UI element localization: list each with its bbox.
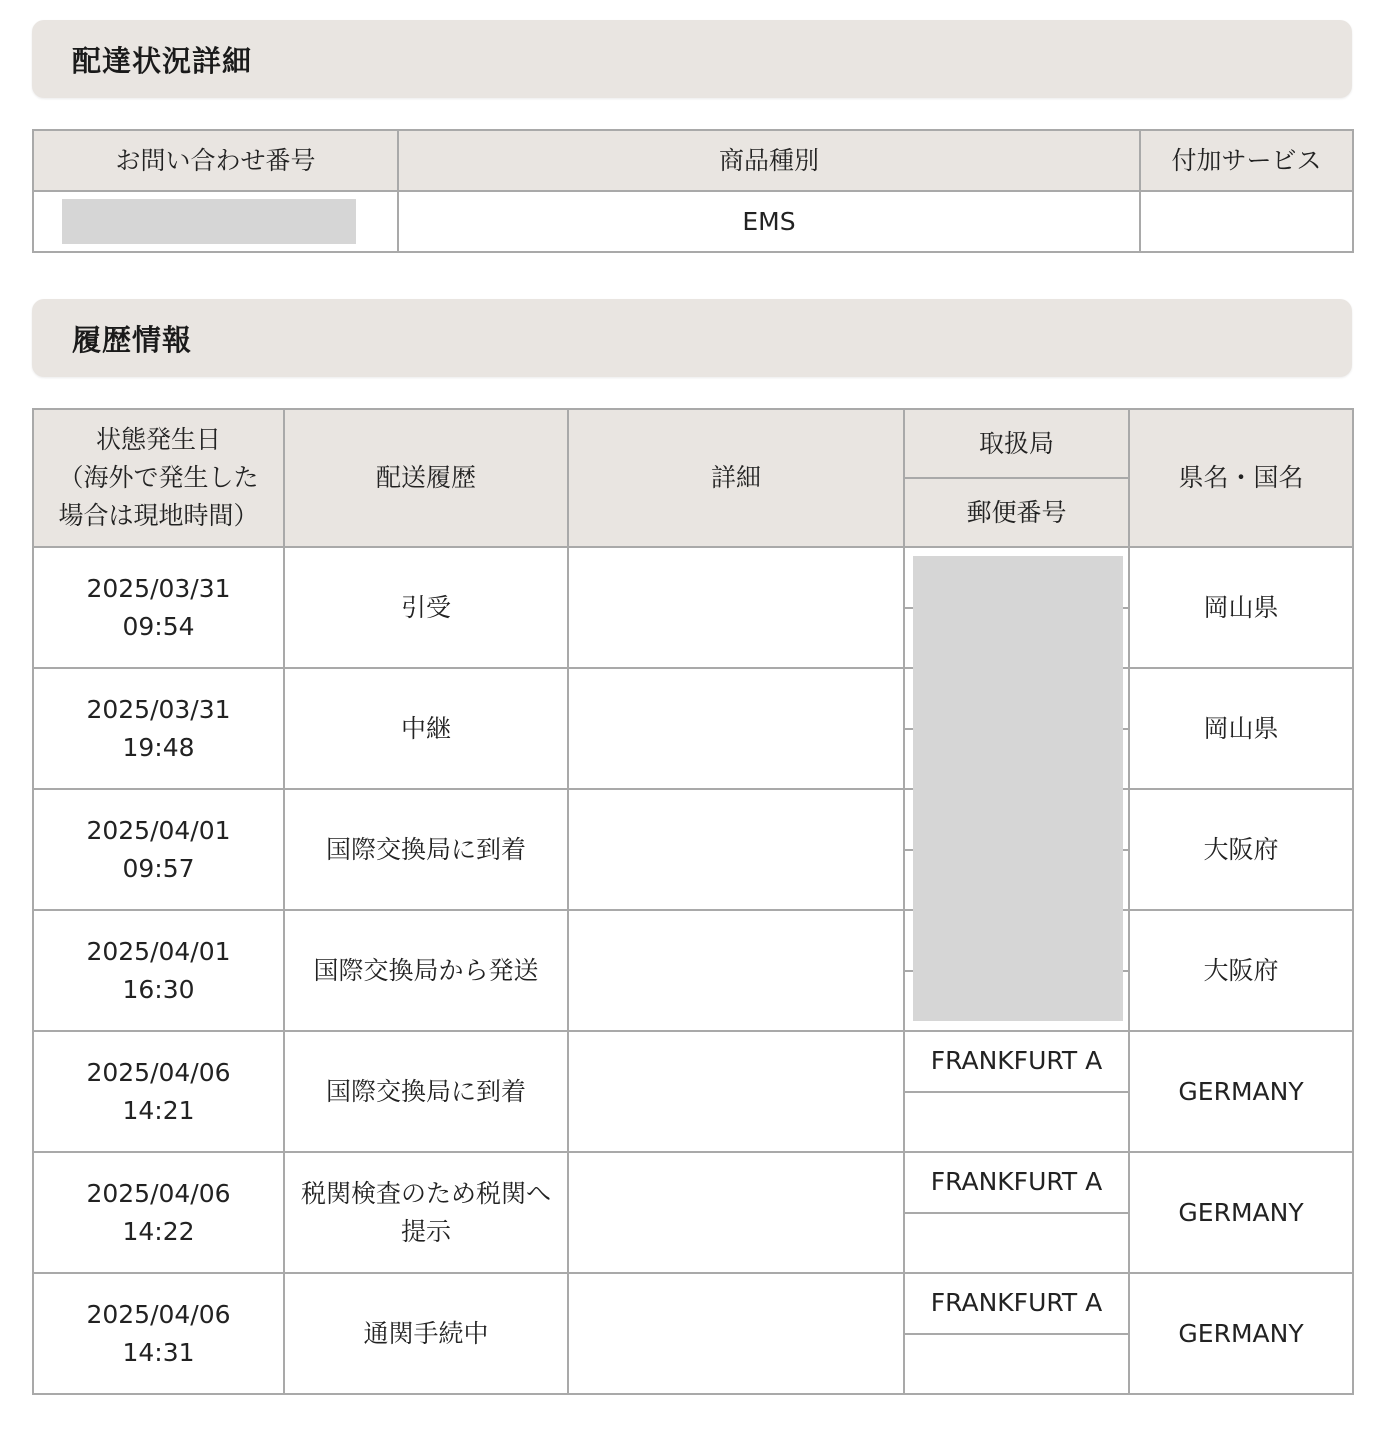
history-datetime — [33, 547, 284, 668]
date-header-line2: （海外で発生した — [58, 463, 259, 492]
history-postal — [904, 1092, 1129, 1153]
history-status: 引受 — [284, 547, 568, 668]
office-header: 取扱局 — [904, 409, 1129, 478]
product-type-cell: EMS — [398, 191, 1140, 252]
history-details — [568, 668, 904, 789]
history-row — [33, 789, 1353, 850]
history-date: 2025/04/06 — [86, 1178, 231, 1208]
history-date: 2025/04/06 — [86, 1057, 231, 1087]
history-row — [33, 1273, 1353, 1334]
delivery-status-header — [32, 20, 1352, 98]
delivery-history-header: 配送履歴 — [284, 409, 568, 547]
additional-service-cell — [1140, 191, 1353, 252]
history-row — [33, 1152, 1353, 1213]
tracking-number-cell — [33, 191, 398, 252]
postal-code-header: 郵便番号 — [904, 478, 1129, 547]
history-time: 14:31 — [122, 1337, 195, 1367]
history-office: FRANKFURT A — [904, 1031, 1129, 1092]
history-time: 19:48 — [122, 732, 195, 762]
history-row — [33, 668, 1353, 729]
history-date: 2025/03/31 — [86, 573, 231, 603]
history-status: 通関手続中 — [284, 1273, 568, 1394]
history-postal — [904, 1213, 1129, 1274]
history-status: 国際交換局に到着 — [284, 789, 568, 910]
product-type-header: 商品種別 — [398, 130, 1140, 191]
summary-header-row — [33, 130, 1353, 191]
history-office: FRANKFURT A — [904, 1273, 1129, 1334]
history-datetime — [33, 668, 284, 789]
summary-table — [32, 129, 1354, 253]
history-time: 09:54 — [122, 611, 195, 641]
history-region: 大阪府 — [1129, 910, 1353, 1031]
history-status: 中継 — [284, 668, 568, 789]
history-time: 16:30 — [122, 974, 195, 1004]
history-datetime — [33, 1152, 284, 1273]
date-header-line1: 状態発生日 — [95, 425, 221, 454]
history-details — [568, 1273, 904, 1394]
delivery-status-title: 配達状況詳細 — [72, 43, 253, 78]
history-details — [568, 547, 904, 668]
history-region: 岡山県 — [1129, 668, 1353, 789]
history-time: 09:57 — [122, 853, 195, 883]
history-datetime — [33, 1273, 284, 1394]
history-time: 14:21 — [122, 1095, 195, 1125]
history-header-row-1 — [33, 409, 1353, 478]
history-datetime — [33, 789, 284, 910]
history-postal — [904, 1334, 1129, 1395]
details-header: 詳細 — [568, 409, 904, 547]
region-header: 県名・国名 — [1129, 409, 1353, 547]
history-region: GERMANY — [1129, 1152, 1353, 1273]
summary-row — [33, 191, 1353, 252]
history-time: 14:22 — [122, 1216, 195, 1246]
history-datetime — [33, 1031, 284, 1152]
date-header-line3: 場合は現地時間） — [58, 501, 259, 530]
history-date: 2025/04/01 — [86, 936, 231, 966]
history-status — [284, 1152, 568, 1273]
history-title: 履歴情報 — [72, 322, 193, 357]
history-details — [568, 910, 904, 1031]
history-status-line2: 提示 — [400, 1216, 451, 1246]
history-status-line1: 税関検査のため税関へ — [300, 1178, 551, 1208]
history-row — [33, 547, 1353, 608]
history-row — [33, 910, 1353, 971]
history-details — [568, 1031, 904, 1152]
additional-service-header: 付加サービス — [1140, 130, 1353, 191]
history-datetime — [33, 910, 284, 1031]
history-details — [568, 789, 904, 910]
date-header — [33, 409, 284, 547]
history-office: FRANKFURT A — [904, 1152, 1129, 1213]
history-region: 大阪府 — [1129, 789, 1353, 910]
history-region: GERMANY — [1129, 1031, 1353, 1152]
history-status: 国際交換局に到着 — [284, 1031, 568, 1152]
history-row — [33, 1031, 1353, 1092]
history-date: 2025/03/31 — [86, 694, 231, 724]
history-date: 2025/04/06 — [86, 1299, 231, 1329]
history-header — [32, 299, 1352, 377]
redacted-office-info — [913, 556, 1123, 1021]
tracking-number-header: お問い合わせ番号 — [33, 130, 398, 191]
history-table — [32, 408, 1354, 1395]
history-status: 国際交換局から発送 — [284, 910, 568, 1031]
history-details — [568, 1152, 904, 1273]
history-date: 2025/04/01 — [86, 815, 231, 845]
history-region: 岡山県 — [1129, 547, 1353, 668]
redacted-tracking-number — [62, 199, 356, 244]
history-region: GERMANY — [1129, 1273, 1353, 1394]
